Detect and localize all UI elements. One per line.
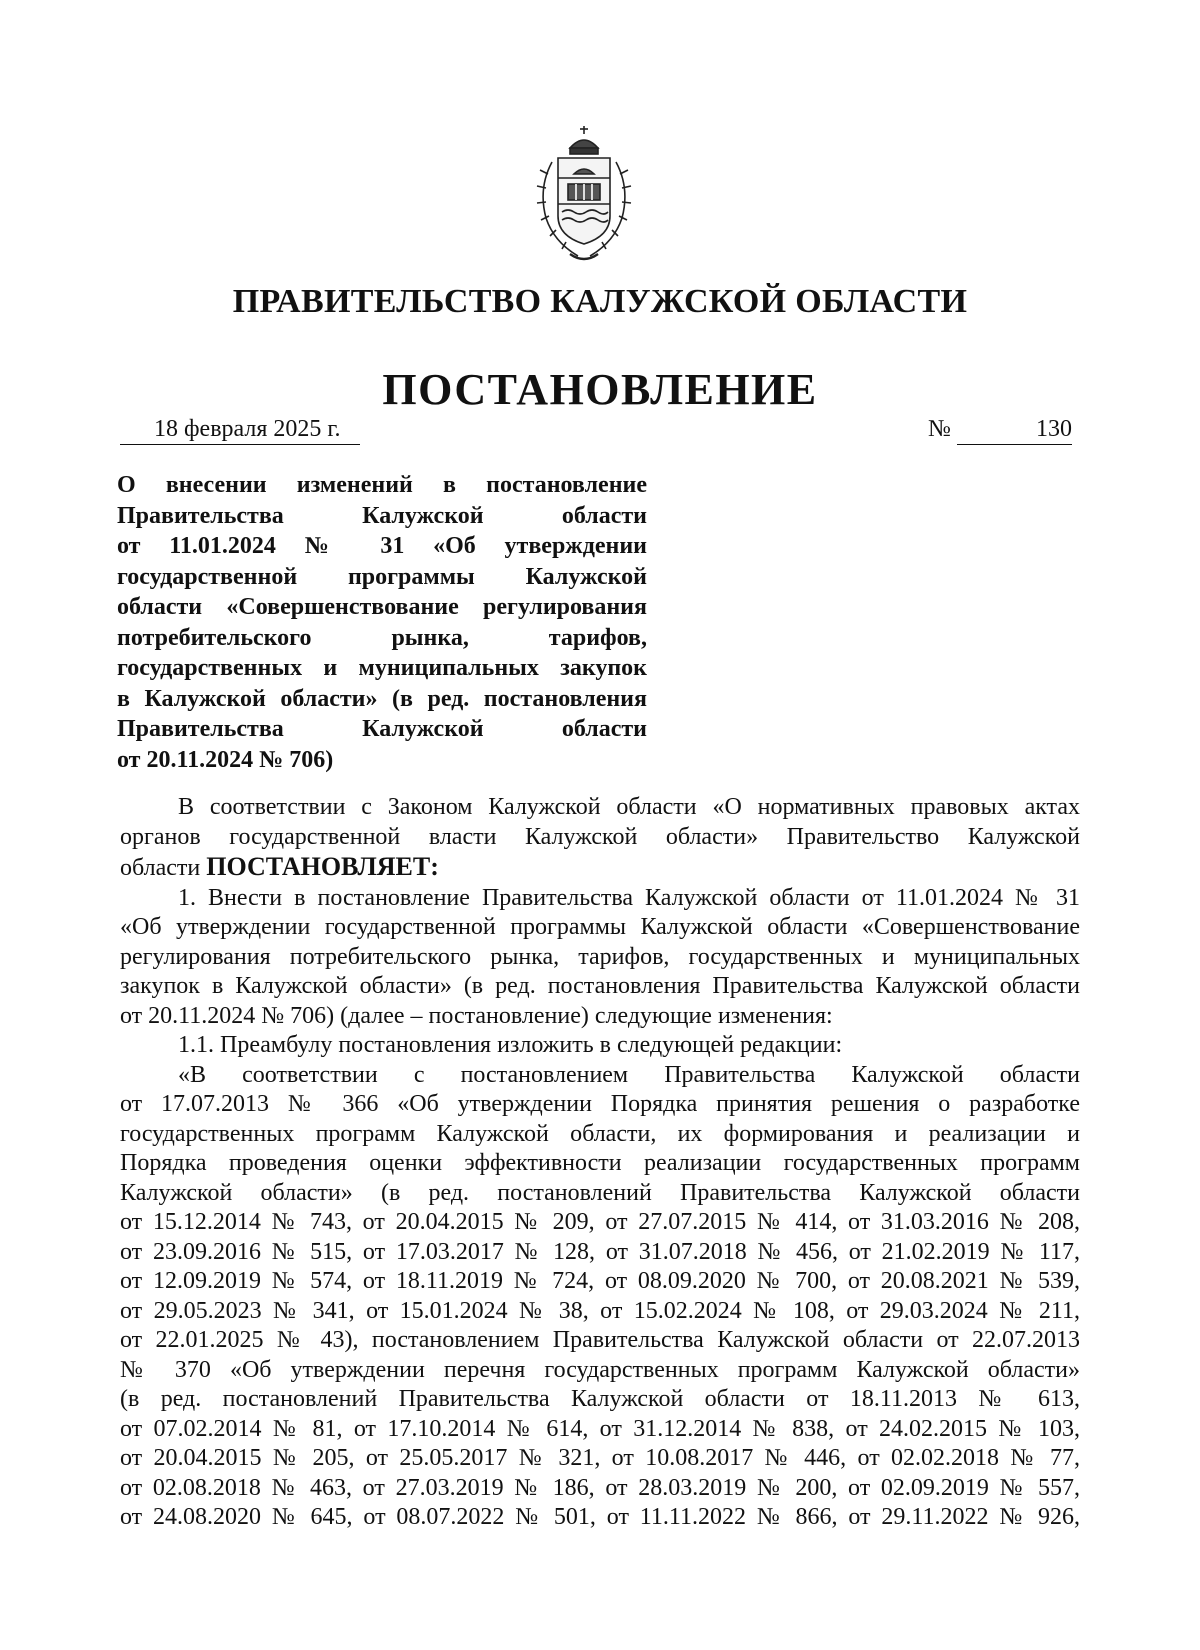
- document-type-title: ПОСТАНОВЛЕНИЕ: [382, 365, 818, 414]
- body-line: [120, 852, 1080, 884]
- subject-line: государственной программы Калужской: [117, 563, 647, 590]
- document-number: 130: [957, 414, 1072, 445]
- body-line-prefix: области: [120, 855, 201, 881]
- subject-line: государственных и муниципальных закупок: [117, 655, 647, 681]
- subject-line: от 20.11.2024 № 706): [117, 746, 334, 773]
- body-line: 1.1. Преамбулу постановления изложить в следующей редакции:: [178, 1032, 843, 1058]
- subject-line: Правительства Калужской области: [117, 502, 647, 529]
- body-line: 1. Внести в постановление Правительства Калужской области от 11.01.2024 № 31: [178, 884, 1080, 911]
- body-line: от 15.12.2014 № 743, от 20.04.2015 № 209, от 27.07.2015 № 414, от 31.03.2016 № 208,: [120, 1209, 1080, 1235]
- body-line: «Об утверждении государственной программы Калужской области «Совершенствование: [120, 914, 1080, 940]
- document-date-text: 18 февраля 2025 г.: [154, 416, 341, 442]
- body-line: № 370 «Об утверждении перечня государственных программ Калужской области»: [120, 1356, 1080, 1383]
- subject-line: области «Совершенствование регулирования: [117, 594, 647, 620]
- document-body: [120, 793, 1080, 1533]
- body-line: (в ред. постановлений Правительства Калужской области от 18.11.2013 № 613,: [120, 1386, 1080, 1412]
- body-line: В соответствии с Законом Калужской области «О нормативных правовых актах: [178, 794, 1080, 820]
- subject-line: потребительского рынка, тарифов,: [117, 624, 647, 651]
- body-line: регулирования потребительского рынка, тарифов, государственных и муниципальных: [120, 943, 1080, 970]
- government-title: ПРАВИТЕЛЬСТВО КАЛУЖСКОЙ ОБЛАСТИ: [232, 283, 968, 320]
- body-line: от 02.08.2018 № 463, от 27.03.2019 № 186, от 28.03.2019 № 200, от 02.09.2019 № 557,: [120, 1474, 1080, 1501]
- document-date: [120, 414, 360, 445]
- body-line: Калужской области» (в ред. постановлений Правительства Калужской области: [120, 1179, 1080, 1206]
- body-line: от 20.11.2024 № 706) (далее – постановление) следующие изменения:: [120, 1002, 833, 1029]
- body-line: от 23.09.2016 № 515, от 17.03.2017 № 128, от 31.07.2018 № 456, от 21.02.2019 № 117,: [120, 1238, 1080, 1265]
- subject-line: О внесении изменений в постановление: [117, 472, 647, 498]
- body-line: от 22.01.2025 № 43), постановлением Правительства Калужской области от 22.07.2013: [120, 1327, 1080, 1353]
- body-line: от 17.07.2013 № 366 «Об утверждении Порядка принятия решения о разработке: [120, 1091, 1080, 1117]
- subject-line: от 11.01.2024 № 31 «Об утверждении: [117, 533, 647, 559]
- coat-of-arms-icon: [518, 118, 650, 268]
- document-subject: [117, 470, 647, 775]
- resolves-keyword: ПОСТАНОВЛЯЕТ:: [206, 852, 439, 881]
- subject-line: в Калужской области» (в ред. постановления: [117, 685, 647, 712]
- body-line: от 12.09.2019 № 574, от 18.11.2019 № 724, от 08.09.2020 № 700, от 20.08.2021 № 539,: [120, 1268, 1080, 1294]
- body-line: Порядка проведения оценки эффективности реализации государственных программ: [120, 1150, 1080, 1176]
- body-line: от 07.02.2014 № 81, от 17.10.2014 № 614, от 31.12.2014 № 838, от 24.02.2015 № 103,: [120, 1415, 1080, 1442]
- body-line: «В соответствии с постановлением Правительства Калужской области: [178, 1061, 1080, 1088]
- body-line: государственных программ Калужской области, их формирования и реализации и: [120, 1120, 1080, 1147]
- body-line: от 20.04.2015 № 205, от 25.05.2017 № 321, от 10.08.2017 № 446, от 02.02.2018 № 77,: [120, 1445, 1080, 1471]
- body-line: органов государственной власти Калужской области» Правительство Калужской: [120, 823, 1080, 850]
- body-line: закупок в Калужской области» (в ред. постановления Правительства Калужской области: [120, 973, 1080, 999]
- body-line: от 24.08.2020 № 645, от 08.07.2022 № 501, от 11.11.2022 № 866, от 29.11.2022 № 926,: [120, 1504, 1080, 1530]
- subject-line: Правительства Калужской области: [117, 716, 647, 742]
- body-line: от 29.05.2023 № 341, от 15.01.2024 № 38, от 15.02.2024 № 108, от 29.03.2024 № 211,: [120, 1297, 1080, 1324]
- document-number-label: №: [928, 416, 951, 442]
